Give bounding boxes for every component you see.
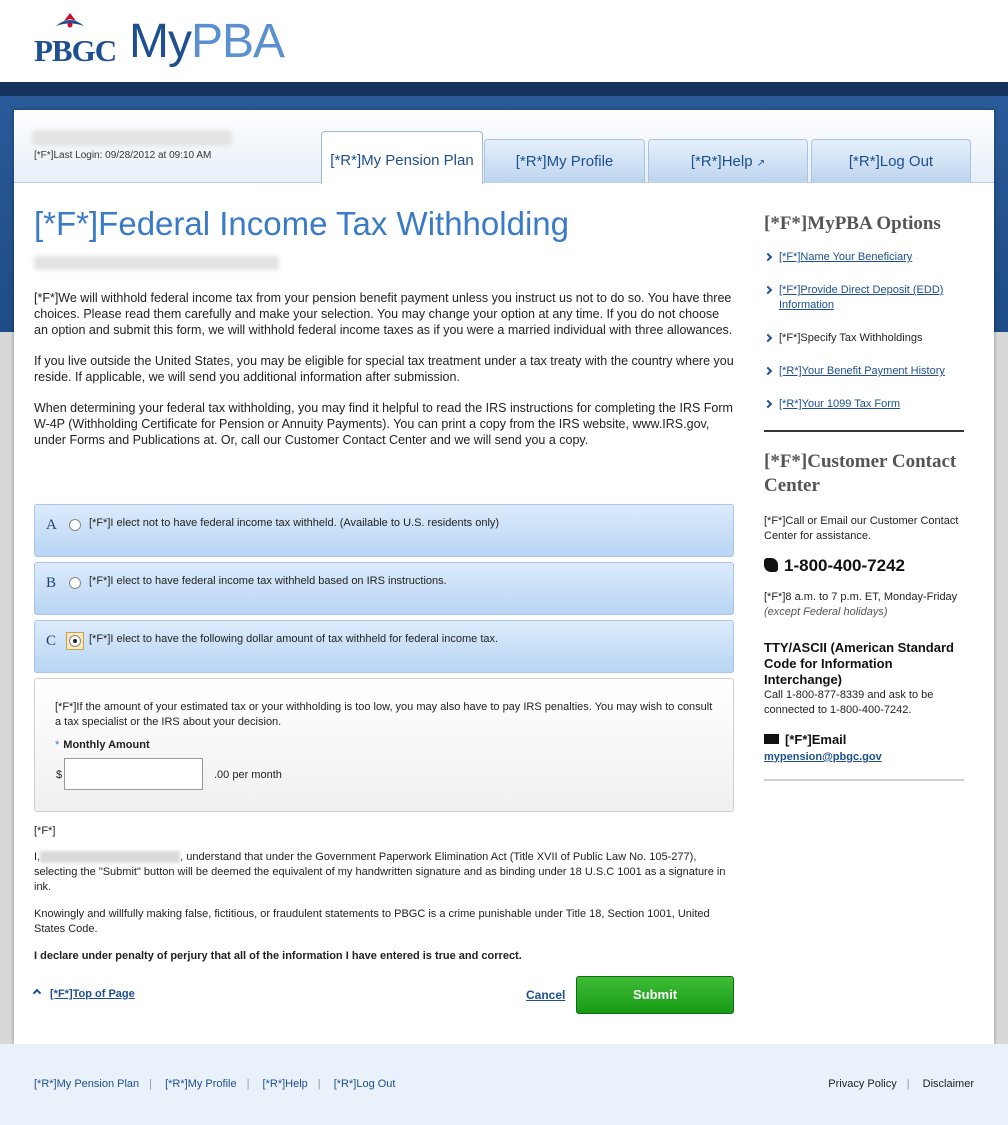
footer-link-help[interactable]: [*R*]Help <box>262 1078 308 1090</box>
tab-help[interactable]: [*R*]Help ↗ <box>648 139 808 183</box>
email-link[interactable]: mypension@pbgc.gov <box>764 751 882 763</box>
monthly-amount-label: * Monthly Amount <box>55 739 150 751</box>
panel-header <box>14 110 994 183</box>
pbgc-logo-text: PBGC <box>34 33 117 68</box>
app-title: MyPBA <box>129 15 285 68</box>
holiday-note: (except Federal holidays) <box>764 606 888 618</box>
dollar-sign: $ <box>56 769 63 781</box>
external-link-icon: ↗ <box>756 158 766 169</box>
sidebar-item-direct-deposit[interactable]: [*F*]Provide Direct Deposit (EDD) Information <box>764 283 964 313</box>
top-bar <box>0 0 1008 82</box>
option-letter: A <box>46 517 57 533</box>
option-letter: B <box>46 575 57 591</box>
option-label: [*F*]I elect to have federal income tax withheld based on IRS instructions. <box>89 575 447 587</box>
privacy-policy-link[interactable]: Privacy Policy <box>828 1078 897 1090</box>
amount-panel <box>34 678 734 812</box>
treaty-paragraph: If you live outside the United States, you may be eligible for special tax treatment under a tax treaty with the country where you reside. If applicable, we will send you additional information after submission. <box>34 354 734 384</box>
option-label: [*F*]I elect not to have federal income tax withheld. (Available to U.S. residents only) <box>89 517 500 529</box>
options-heading: [*F*]MyPBA Options <box>764 213 941 234</box>
header-band <box>0 82 1008 96</box>
phone-number: 1-800-400-7242 <box>764 556 964 576</box>
email-heading: [*F*]Email <box>764 732 964 747</box>
chevron-up-icon <box>33 989 41 997</box>
sidebar-bottom-divider <box>764 779 964 781</box>
certification-text: I, , understand that under the Government Paperwork Elimination Act (Title XVII of Public Law No. 105-277), selecting the "Submit" button will be deemed the equivalent of my handwritten signature and as binding under 18 U.S.C 1001 as a signature in ink. <box>34 851 726 893</box>
irs-paragraph: When determining your federal tax withholding, you may find it helpful to read the IRS instructions for completing the IRS Form W-4P (Withholding Certificate for Pension or Annuity Payments). You can print a copy from the IRS website, www.IRS.gov, under Forms and Publications at. Or, call our Customer Contact Center and we will send you a copy. <box>34 401 733 447</box>
sidebar-item-1099[interactable]: [*R*]Your 1099 Tax Form <box>764 397 964 412</box>
amount-suffix: .00 per month <box>214 769 282 781</box>
option-a[interactable] <box>34 504 734 557</box>
signer-name-redacted <box>40 851 180 863</box>
required-marker: * <box>55 739 60 751</box>
eagle-icon <box>52 12 88 34</box>
option-b-radio[interactable] <box>69 577 81 589</box>
plan-name-redacted <box>34 256 279 270</box>
footer-legal-links: Privacy Policy | Disclaimer <box>828 1078 974 1090</box>
envelope-icon <box>764 734 779 744</box>
option-c[interactable] <box>34 620 734 673</box>
contact-intro: [*F*]Call or Email our Customer Contact Center for assistance. <box>764 515 959 542</box>
top-of-page-link[interactable]: [*F*]Top of Page <box>34 988 135 1000</box>
footer-link-profile[interactable]: [*R*]My Profile <box>165 1078 237 1090</box>
penalty-note: [*F*]If the amount of your estimated tax or your withholding is too low, you may also have to pay IRS penalties. You may wish to consult a tax specialist or the IRS about your decision. <box>55 701 713 728</box>
phone-icon <box>764 558 778 572</box>
warning-text: Knowingly and willfully making false, fictitious, or fraudulent statements to PBGC is a crime punishable under Title 18, Section 1001, United States Code. <box>34 908 710 935</box>
tab-my-profile[interactable]: [*R*]My Profile <box>484 139 645 183</box>
intro-paragraph: [*F*]We will withhold federal income tax from your pension benefit payment unless you instruct us not to do so. You have three choices. Please read them carefully and make your selection. You may change your option at any time. If you do not choose an option and submit this form, we will withhold federal income taxes as if you were a married individual with three allowances. <box>34 291 733 337</box>
sidebar-item-tax-withholdings: [*F*]Specify Tax Withholdings <box>764 331 964 346</box>
footer-link-pension-plan[interactable]: [*R*]My Pension Plan <box>34 1078 140 1090</box>
option-a-radio[interactable] <box>69 519 81 531</box>
page-title: [*F*]Federal Income Tax Withholding <box>34 205 569 242</box>
sidebar-divider <box>764 430 964 432</box>
option-c-radio[interactable] <box>69 635 81 647</box>
tab-log-out[interactable]: [*R*]Log Out <box>811 139 971 183</box>
tab-my-pension-plan[interactable]: [*R*]My Pension Plan <box>321 131 483 184</box>
option-label: [*F*]I elect to have the following dollar amount of tax withheld for federal income tax. <box>89 633 499 645</box>
contact-hours: [*F*]8 a.m. to 7 p.m. ET, Monday-Friday <box>764 591 958 603</box>
footer <box>0 1044 1008 1125</box>
perjury-statement: I declare under penalty of perjury that all of the information I have entered is true and correct. <box>34 950 522 962</box>
cancel-link[interactable]: Cancel <box>526 988 566 1002</box>
main-panel <box>14 110 994 1044</box>
form-marker: [*F*] <box>34 825 56 837</box>
contact-heading: [*F*]Customer Contact Center <box>764 451 957 496</box>
options-list <box>764 250 964 412</box>
last-login: [*F*]Last Login: 09/28/2012 at 09:10 AM <box>34 150 212 161</box>
sidebar-item-payment-history[interactable]: [*R*]Your Benefit Payment History <box>764 364 964 379</box>
submit-button[interactable]: Submit <box>576 976 734 1014</box>
sidebar <box>764 212 964 781</box>
main-content <box>34 205 734 448</box>
tty-text: Call 1-800-877-8339 and ask to be connected to 1-800-400-7242. <box>764 689 934 716</box>
option-b[interactable] <box>34 562 734 615</box>
disclaimer-link[interactable]: Disclaimer <box>922 1078 974 1090</box>
footer-links: [*R*]My Pension Plan | [*R*]My Profile | [*R*]Help | [*R*]Log Out <box>34 1078 396 1090</box>
option-letter: C <box>46 633 57 649</box>
footer-link-log-out[interactable]: [*R*]Log Out <box>333 1078 396 1090</box>
sidebar-item-beneficiary[interactable]: [*F*]Name Your Beneficiary <box>764 250 964 265</box>
monthly-amount-input[interactable] <box>64 758 203 790</box>
user-name-redacted <box>32 130 232 146</box>
tty-heading: TTY/ASCII (American Standard Code for Information Interchange) <box>764 640 954 687</box>
